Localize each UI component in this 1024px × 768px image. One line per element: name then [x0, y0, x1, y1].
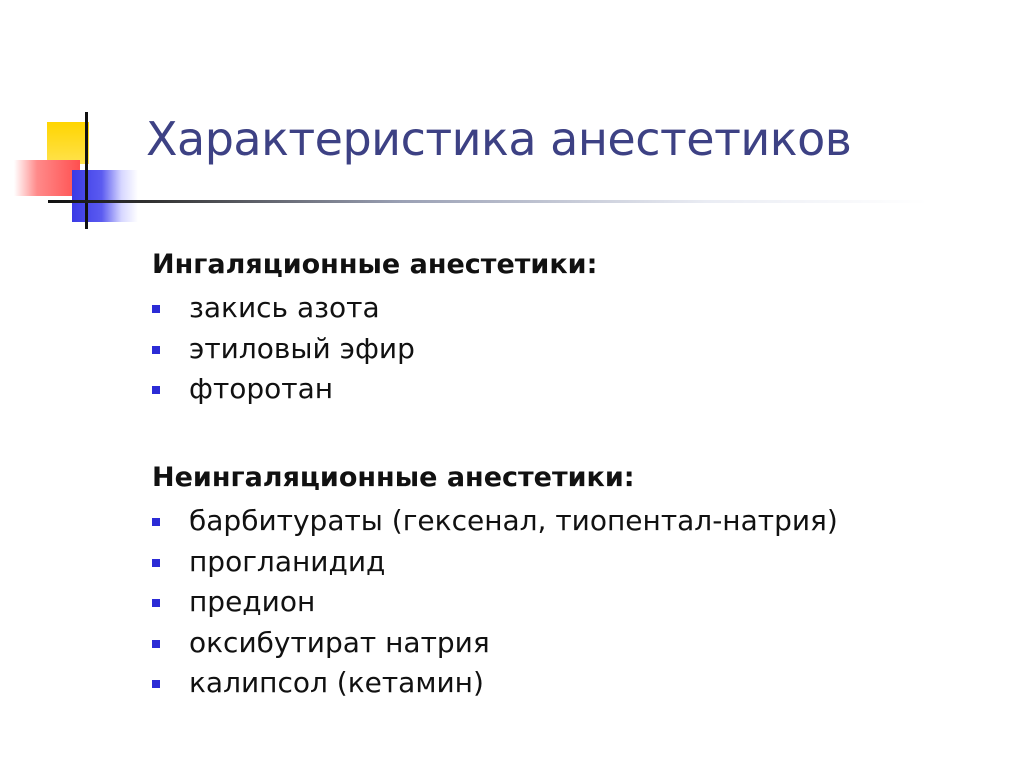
- square-bullet-icon: [152, 559, 160, 567]
- list-item-label: оксибутират натрия: [189, 625, 490, 659]
- section-heading: Неингаляционные анестетики:: [152, 462, 635, 493]
- list-item: [152, 369, 597, 410]
- decorative-vertical-line: [85, 112, 88, 229]
- square-bullet-icon: [152, 305, 160, 313]
- list-item-label: фторотан: [189, 372, 334, 405]
- list-item-label: предион: [189, 585, 316, 618]
- section-inhalational: [152, 249, 597, 410]
- list-item-label: закись азота: [189, 291, 380, 324]
- decorative-yellow-square: [47, 122, 89, 164]
- list-item: [152, 501, 838, 542]
- decorative-blue-bar: [72, 170, 138, 222]
- list-item: [152, 329, 597, 370]
- bullet-list: [152, 501, 838, 704]
- list-item-label: этиловый эфир: [189, 331, 415, 365]
- square-bullet-icon: [152, 386, 160, 394]
- square-bullet-icon: [152, 680, 160, 688]
- slide-title: Характеристика анестетиков: [146, 112, 852, 166]
- square-bullet-icon: [152, 640, 160, 648]
- list-item: [152, 288, 597, 329]
- list-item-label: прогланидид: [189, 544, 386, 578]
- list-item: [152, 582, 838, 623]
- list-item: [152, 663, 838, 704]
- bullet-list: [152, 288, 597, 410]
- list-item-label: барбитураты (гексенал, тиопентал-натрия): [189, 504, 838, 537]
- list-item: [152, 542, 838, 583]
- list-item: [152, 623, 838, 664]
- decorative-red-bar: [14, 160, 80, 196]
- list-item-label: калипсол (кетамин): [189, 666, 484, 699]
- square-bullet-icon: [152, 518, 160, 526]
- section-non-inhalational: [152, 462, 838, 704]
- section-heading: Ингаляционные анестетики:: [152, 249, 598, 280]
- square-bullet-icon: [152, 599, 160, 607]
- title-underline-divider: [48, 200, 928, 203]
- square-bullet-icon: [152, 346, 160, 354]
